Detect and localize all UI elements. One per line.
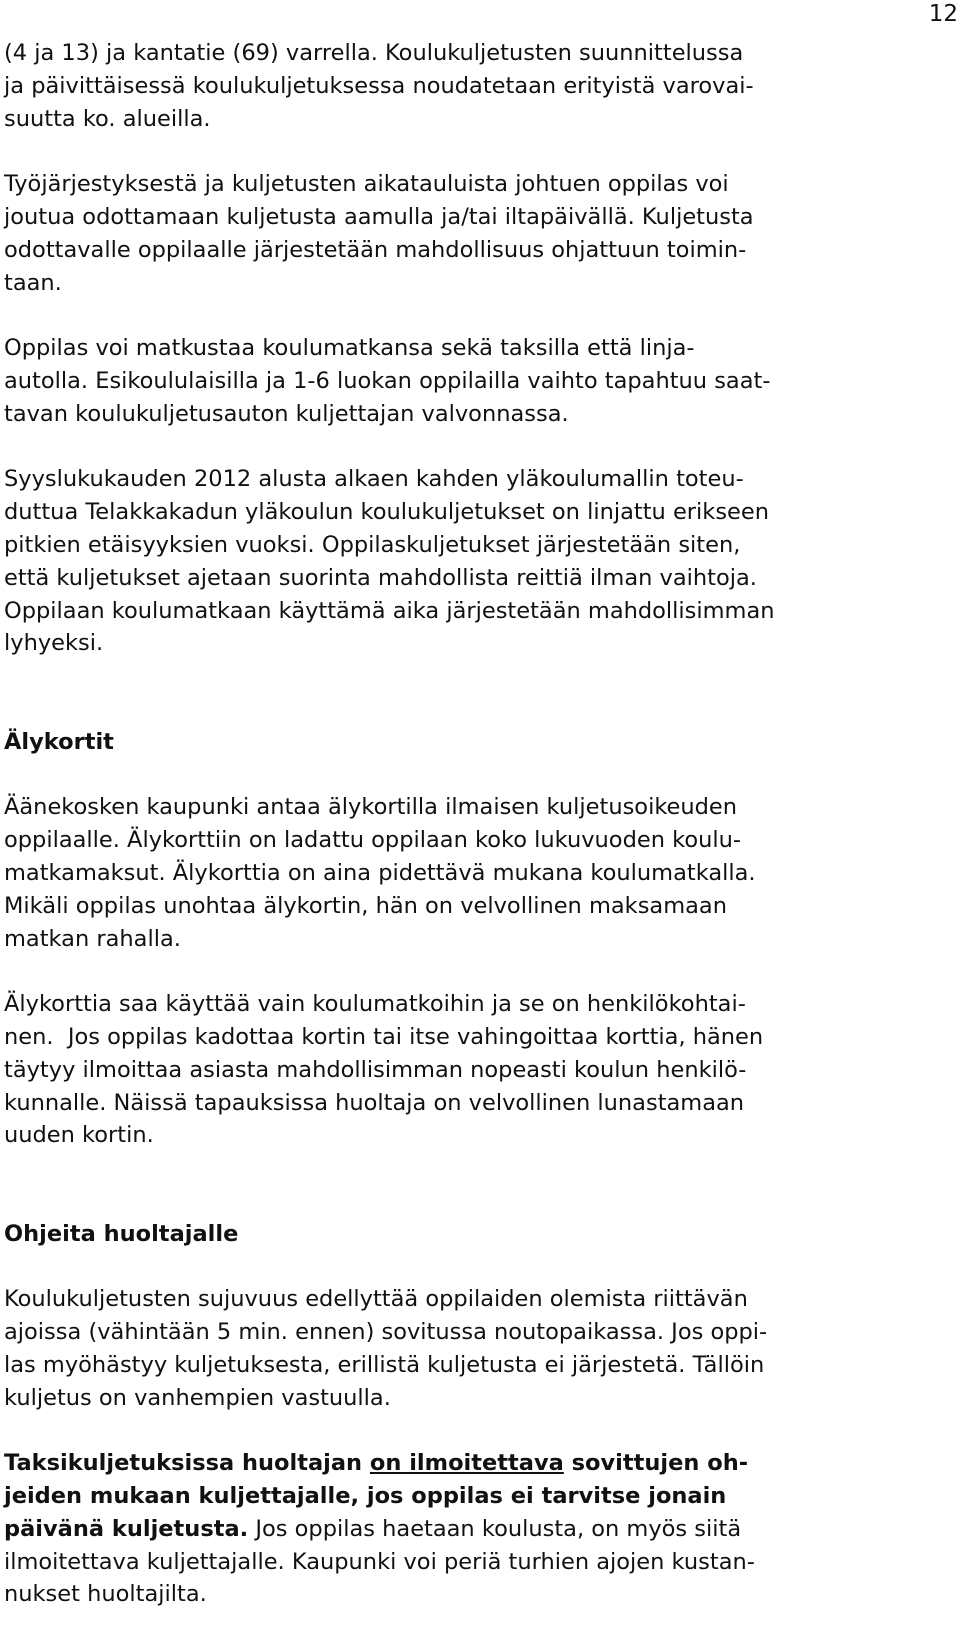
text-line: Oppilaan koulumatkaan käyttämä aika järjestetään mahdollisimman [4, 597, 775, 624]
text-line: Oppilas voi matkustaa koulumatkansa sekä taksilla että linja- [4, 335, 695, 362]
text-line: suutta ko. alueilla. [4, 105, 211, 132]
text-line: oppilaalle. Älykorttiin on ladattu oppilaan koko lukuvuoden koulu- [4, 827, 741, 854]
text-line: matkamaksut. Älykorttia on aina pidettävä mukana koulumatkalla. [4, 859, 756, 886]
paragraph-punctuality [4, 1283, 949, 1414]
text-line: Mikäli oppilas unohtaa älykortin, hän on velvollinen maksamaan [4, 892, 727, 919]
paragraph-smart-card-usage [4, 988, 949, 1152]
text-line: Älykorttia saa käyttää vain koulumatkoihin ja se on henkilökohtai- [4, 991, 746, 1018]
bold-text: Taksikuljetuksissa huoltajan [4, 1450, 370, 1477]
text-line: kuljetus on vanhempien vastuulla. [4, 1384, 391, 1411]
text-line: nukset huoltajilta. [4, 1581, 207, 1608]
text-line: las myöhästyy kuljetuksesta, erillistä kuljetusta ei järjestetä. Tällöin [4, 1351, 765, 1378]
heading-smart-cards: Älykortit [4, 728, 114, 755]
text-line: ilmoitettava kuljettajalle. Kaupunki voi periä turhien ajojen kustan- [4, 1548, 755, 1575]
text-line: taan. [4, 269, 62, 296]
text-line [4, 1447, 949, 1480]
regular-text: Jos oppilas haetaan koulusta, on myös siitä [248, 1515, 742, 1542]
paragraph-route-safety [4, 37, 949, 135]
paragraph-taxi-notice [4, 1447, 949, 1611]
paragraph-upper-school-transport [4, 463, 949, 660]
text-line: täytyy ilmoittaa asiasta mahdollisimman nopeasti koulun henkilö- [4, 1056, 747, 1083]
text-line: tavan koulukuljetusauton kuljettajan valvonnassa. [4, 400, 569, 427]
text-line [4, 1513, 949, 1546]
text-line: odottavalle oppilaalle järjestetään mahdollisuus ohjattuun toimin- [4, 236, 747, 263]
text-line: matkan rahalla. [4, 925, 181, 952]
text-line: että kuljetukset ajetaan suorinta mahdollista reittiä ilman vaihtoja. [4, 564, 757, 591]
text-line: Työjärjestyksestä ja kuljetusten aikatauluista johtuen oppilas voi [4, 171, 729, 198]
text-line: joutua odottamaan kuljetusta aamulla ja/tai iltapäivällä. Kuljetusta [4, 203, 754, 230]
text-line: ajoissa (vähintään 5 min. ennen) sovitussa noutopaikassa. Jos oppi- [4, 1319, 768, 1346]
text-line: duttua Telakkakadun yläkoulun koulukuljetukset on linjattu erikseen [4, 499, 769, 526]
text-line: kunnalle. Näissä tapauksissa huoltaja on velvollinen lunastamaan [4, 1089, 745, 1116]
text-line: uuden kortin. [4, 1122, 154, 1149]
text-line: pitkien etäisyyksien vuoksi. Oppilaskuljetukset järjestetään siten, [4, 531, 741, 558]
paragraph-transport-modes [4, 332, 949, 430]
underlined-bold-text: on ilmoitettava [369, 1450, 564, 1477]
paragraph-waiting-time [4, 168, 949, 299]
bold-text: päivänä kuljetusta. [4, 1515, 249, 1542]
text-line [4, 1480, 949, 1513]
text-line: nen. Jos oppilas kadottaa kortin tai itse vahingoittaa korttia, hänen [4, 1023, 764, 1050]
page-number: 12 [928, 1, 958, 27]
heading-guardian-instructions: Ohjeita huoltajalle [4, 1220, 239, 1247]
text-line: (4 ja 13) ja kantatie (69) varrella. Koulukuljetusten suunnittelussa [4, 40, 744, 66]
text-line: ja päivittäisessä koulukuljetuksessa noudatetaan erityistä varovai- [4, 72, 754, 99]
bold-text: jeiden mukaan kuljettajalle, jos oppilas ei tarvitse jonain [4, 1483, 727, 1510]
text-line: autolla. Esikoululaisilla ja 1-6 luokan oppilailla vaihto tapahtuu saat- [4, 367, 771, 394]
paragraph-smart-card-info [4, 791, 949, 955]
document-body [4, 37, 949, 1611]
bold-text: sovittujen oh- [563, 1450, 749, 1477]
text-line: Syyslukukauden 2012 alusta alkaen kahden yläkoulumallin toteu- [4, 466, 744, 493]
text-line: lyhyeksi. [4, 630, 104, 657]
text-line: Äänekosken kaupunki antaa älykortilla ilmaisen kuljetusoikeuden [4, 794, 738, 821]
text-line: Koulukuljetusten sujuvuus edellyttää oppilaiden olemista riittävän [4, 1286, 748, 1313]
